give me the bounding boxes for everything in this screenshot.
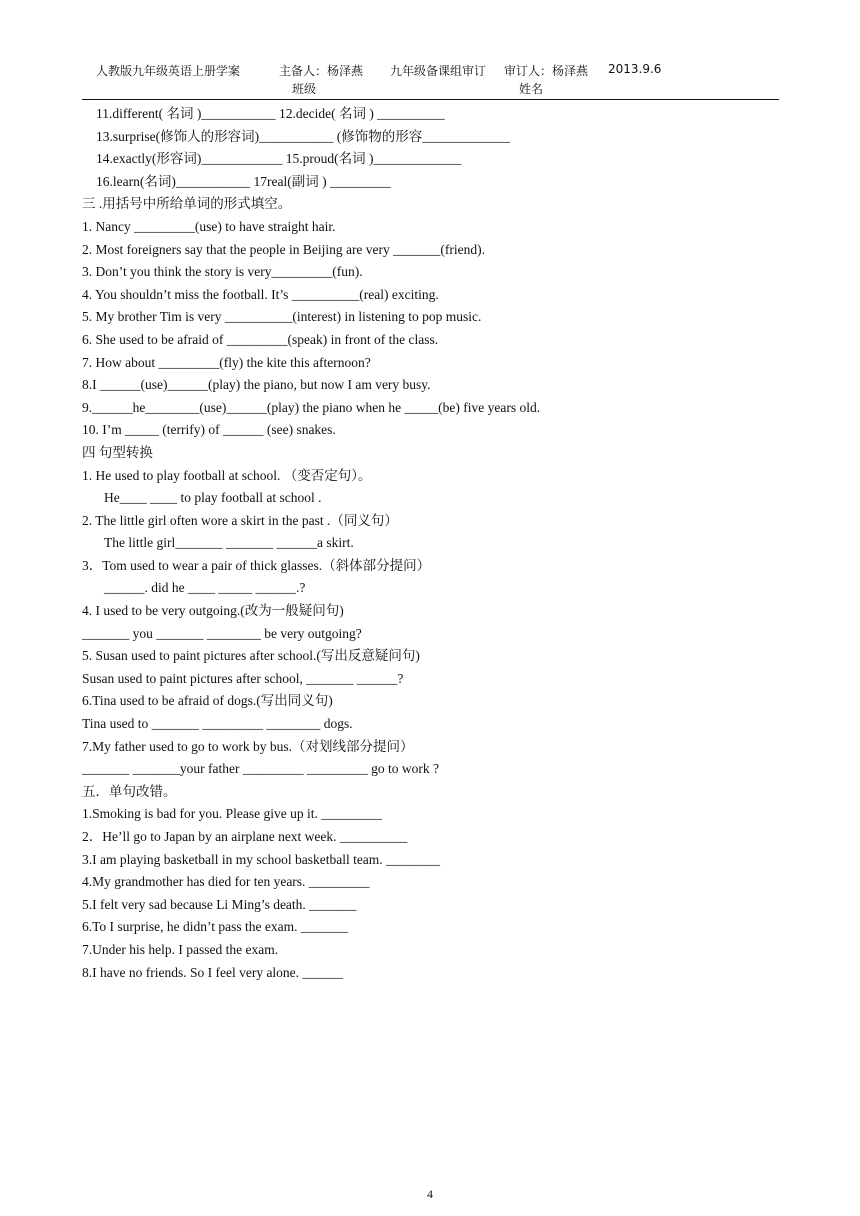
transform-item: 2. The little girl often wore a skirt in the past .（同义句） bbox=[82, 512, 398, 528]
header-review-group: 九年级备课组审订 bbox=[390, 64, 487, 78]
transform-item: 3．Tom used to wear a pair of thick glasses.（斜体部分提问） bbox=[82, 557, 431, 573]
header-date: 2013.9.6 bbox=[608, 62, 662, 76]
section-heading-3: 三 .用括号中所给单词的形式填空。 bbox=[82, 196, 292, 212]
header-class-label: 班级 bbox=[292, 82, 317, 96]
correction-item: 5.I felt very sad because Li Ming’s death. _______ bbox=[82, 896, 357, 912]
transform-answer: Susan used to paint pictures after school, _______ ______? bbox=[82, 670, 404, 686]
header-name-label: 姓名 bbox=[519, 82, 544, 96]
word-form-line: 13.surprise(修饰人的形容词)___________ (修饰物的形容_____________ bbox=[96, 128, 510, 144]
transform-answer: He____ ____ to play football at school . bbox=[104, 490, 322, 506]
fill-blank-item: 6. She used to be afraid of _________(speak) in front of the class. bbox=[82, 331, 439, 347]
correction-item: 2．He’ll go to Japan by an airplane next week. __________ bbox=[82, 829, 408, 844]
correction-item: 1.Smoking is bad for you. Please give up it. _________ bbox=[82, 806, 382, 822]
word-form-line: 14.exactly(形容词)____________ 15.proud(名词 )_____________ bbox=[96, 151, 462, 167]
exercise-content bbox=[82, 103, 782, 984]
fill-blank-item: 3. Don’t you think the story is very_________(fun). bbox=[82, 264, 363, 280]
header-reviewer: 审订人：杨泽燕 bbox=[504, 64, 589, 78]
fill-blank-item: 9.______he________(use)______(play) the piano when he _____(be) five years old. bbox=[82, 399, 541, 415]
correction-item: 4.My grandmother has died for ten years. _________ bbox=[82, 874, 370, 890]
transform-item: 6.Tina used to be afraid of dogs.(写出同义句) bbox=[82, 693, 333, 709]
correction-item: 8.I have no friends. So I feel very alone. ______ bbox=[82, 964, 343, 980]
transform-answer: _______ you _______ ________ be very outgoing? bbox=[82, 625, 362, 641]
transform-answer: The little girl_______ _______ ______a skirt. bbox=[104, 535, 354, 551]
word-form-line: 16.learn(名词)___________ 17real(副词 ) _________ bbox=[96, 173, 391, 189]
header-book-title: 人教版九年级英语上册学案 bbox=[96, 64, 241, 78]
fill-blank-item: 8.I ______(use)______(play) the piano, but now I am very busy. bbox=[82, 377, 431, 393]
section-heading-5: 五．单句改错。 bbox=[82, 783, 177, 799]
correction-item: 6.To I surprise, he didn’t pass the exam. _______ bbox=[82, 919, 349, 935]
transform-answer: _______ _______your father _________ _________ go to work ? bbox=[82, 761, 439, 777]
transform-item: 5. Susan used to paint pictures after school.(写出反意疑问句) bbox=[82, 648, 420, 664]
transform-item: 4. I used to be very outgoing.(改为一般疑问句) bbox=[82, 603, 344, 619]
fill-blank-item: 4. You shouldn’t miss the football. It’s __________(real) exciting. bbox=[82, 286, 439, 302]
fill-blank-item: 1. Nancy _________(use) to have straight hair. bbox=[82, 218, 336, 234]
word-form-line: 11.different( 名词 )___________ 12.decide( 名词 ) __________ bbox=[96, 106, 445, 121]
correction-item: 3.I am playing basketball in my school basketball team. ________ bbox=[82, 851, 441, 867]
header-rule bbox=[82, 99, 779, 100]
page-number: 4 bbox=[427, 1187, 433, 1201]
section-heading-4: 四 句型转换 bbox=[82, 444, 153, 460]
transform-item: 7.My father used to go to work by bus.（对划线部分提问） bbox=[82, 738, 414, 754]
transform-item: 1. He used to play football at school. （变否定句）。 bbox=[82, 467, 372, 483]
fill-blank-item: 7. How about _________(fly) the kite this afternoon? bbox=[82, 354, 371, 370]
header-preparer: 主备人：杨泽燕 bbox=[279, 64, 364, 78]
fill-blank-item: 10. I’m _____ (terrify) of ______ (see) snakes. bbox=[82, 422, 336, 438]
correction-item: 7.Under his help. I passed the exam. bbox=[82, 941, 279, 957]
fill-blank-item: 2. Most foreigners say that the people in Beijing are very _______(friend). bbox=[82, 241, 486, 257]
transform-answer: ______. did he ____ _____ ______.? bbox=[104, 580, 306, 596]
transform-answer: Tina used to _______ _________ ________ dogs. bbox=[82, 716, 353, 732]
fill-blank-item: 5. My brother Tim is very __________(interest) in listening to pop music. bbox=[82, 309, 482, 325]
